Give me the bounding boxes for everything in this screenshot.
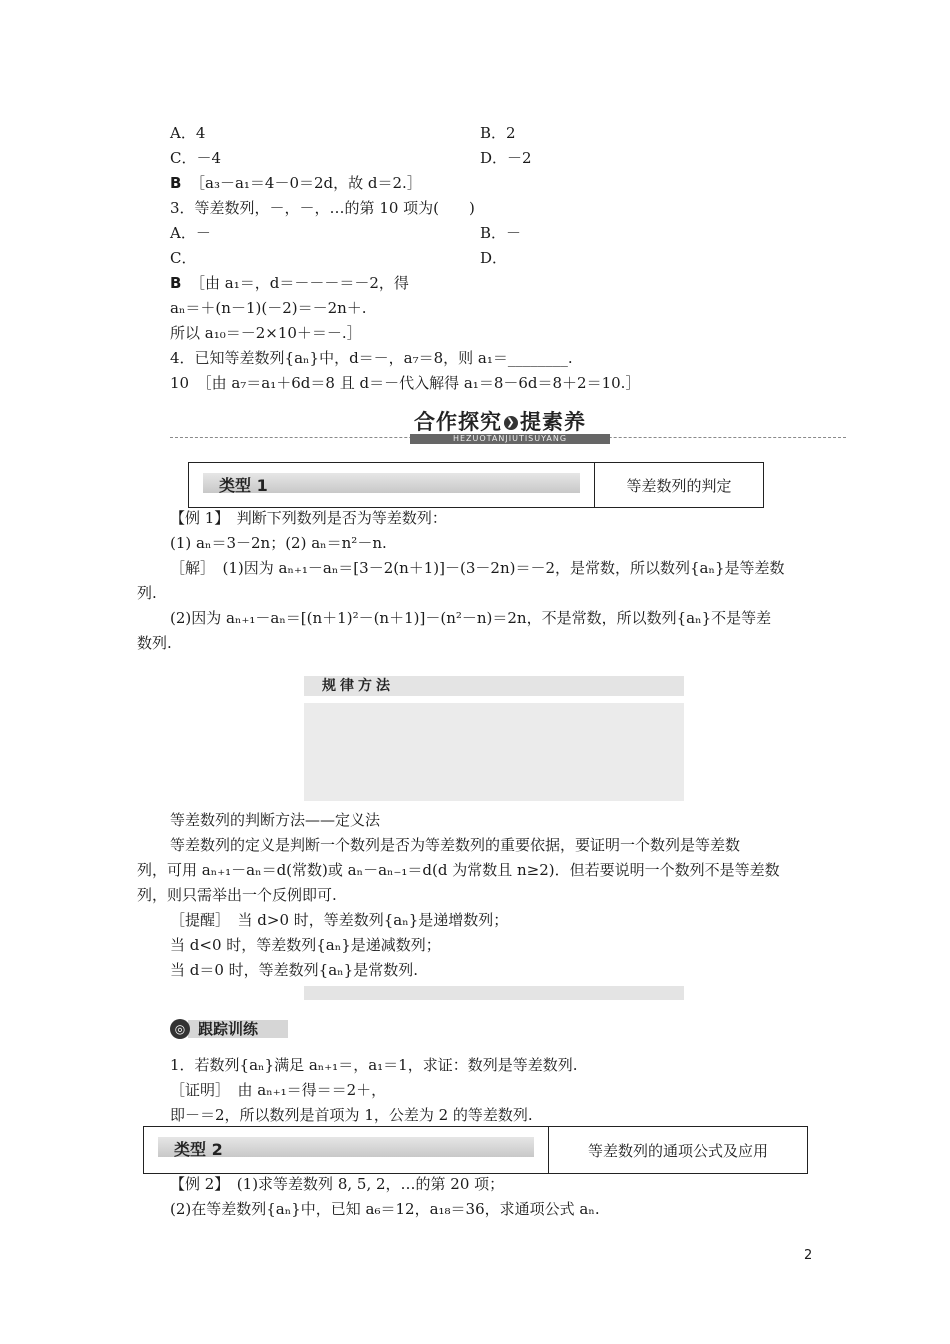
option-b: B．－ bbox=[480, 224, 522, 242]
method-line: 等差数列的判断方法——定义法 bbox=[170, 811, 381, 829]
tracking-title: 跟踪训练 bbox=[188, 1020, 288, 1038]
option-b: B．2 bbox=[480, 124, 516, 142]
example-2-item: (2)在等差数列{aₙ}中，已知 a₆＝12，a₁₈＝36，求通项公式 aₙ. bbox=[170, 1200, 600, 1218]
type-1-title: 等差数列的判定 bbox=[626, 476, 732, 495]
solution-line: (2)因为 aₙ₊₁－aₙ＝[(n＋1)²－(n＋1)]－(n²－n)＝2n，不是常数，所以数列{aₙ}不是等差 bbox=[170, 609, 772, 627]
question-3: 3．等差数列，－，－，…的第 10 项为( ) bbox=[170, 199, 475, 217]
option-a: A．－ bbox=[170, 224, 211, 242]
question-4: 4．已知等差数列{aₙ}中，d＝－，a₇＝8，则 a₁＝________. bbox=[170, 349, 573, 367]
practice-line: 即－＝2，所以数列是首项为 1，公差为 2 的等差数列. bbox=[170, 1106, 533, 1124]
type-2-tag: 类型 2 bbox=[174, 1140, 223, 1159]
answer-explanation: ［a₃－a₁＝4－0＝2d，故 d＝2.］ bbox=[190, 174, 422, 192]
option-d: D．－2 bbox=[480, 149, 532, 167]
option-a: A．4 bbox=[170, 124, 206, 142]
answer-letter: B bbox=[170, 174, 182, 192]
solution-line: 数列. bbox=[137, 634, 172, 652]
method-line: 等差数列的定义是判断一个数列是否为等差数列的重要依据，要证明一个数列是等差数 bbox=[170, 836, 741, 854]
reminder-line: 当 d<0 时，等差数列{aₙ}是递减数列； bbox=[170, 936, 441, 954]
method-line: 列，可用 aₙ₊₁－aₙ＝d(常数)或 aₙ－aₙ₋₁＝d(d 为常数且 n≥2)．但若要说明一个数列不是等差数 bbox=[137, 861, 780, 879]
example-1-items: (1) aₙ＝3－2n；(2) aₙ＝n²－n. bbox=[170, 534, 387, 552]
type-1-tag: 类型 1 bbox=[219, 476, 268, 495]
reminder-line: 当 d＝0 时，等差数列{aₙ}是常数列. bbox=[170, 961, 418, 979]
banner-title bbox=[414, 406, 586, 436]
solution-line: 列. bbox=[137, 584, 157, 602]
reminder-line: ［提醒］ 当 d>0 时，等差数列{aₙ}是递增数列； bbox=[170, 911, 509, 929]
answer-letter: B bbox=[170, 274, 182, 292]
type-1-box bbox=[188, 462, 764, 508]
arrow-icon: ❯ bbox=[504, 416, 518, 430]
example-1-heading: 【例 1】 判断下列数列是否为等差数列： bbox=[170, 509, 447, 527]
answer-explanation: ［由 a₁＝，d＝－－－＝－2，得 bbox=[190, 274, 409, 292]
section-banner bbox=[410, 404, 610, 450]
type-2-title: 等差数列的通项公式及应用 bbox=[587, 1141, 768, 1160]
banner-pinyin: HEZUOTANJIUTISUYANG bbox=[410, 434, 610, 444]
banner-title-right: 提素养 bbox=[520, 410, 586, 434]
answer-explanation: 所以 a₁₀＝－2×10＋＝－.］ bbox=[170, 324, 362, 342]
tracking-header bbox=[170, 1018, 288, 1040]
option-d: D． bbox=[480, 249, 508, 267]
option-c: C．－4 bbox=[170, 149, 222, 167]
type-1-label-cell bbox=[189, 463, 595, 507]
banner-title-left: 合作探究 bbox=[414, 410, 502, 434]
type-2-label-cell bbox=[144, 1127, 549, 1173]
method-line: 列，则只需举出一个反例即可. bbox=[137, 886, 337, 904]
example-2-heading: 【例 2】 (1)求等差数列 8, 5, 2，…的第 20 项； bbox=[170, 1175, 505, 1193]
practice-line: 1．若数列{aₙ}满足 aₙ₊₁＝，a₁＝1，求证：数列是等差数列. bbox=[170, 1056, 578, 1074]
method-title: 规律方法 bbox=[322, 678, 394, 694]
practice-line: ［证明］ 由 aₙ₊₁＝得＝＝2＋， bbox=[170, 1081, 387, 1099]
method-footer bbox=[304, 986, 684, 1000]
target-icon: ◎ bbox=[170, 1019, 190, 1039]
option-c: C． bbox=[170, 249, 197, 267]
page-number: 2 bbox=[804, 1248, 813, 1263]
method-box bbox=[304, 703, 684, 801]
answer-explanation: 10 ［由 a₇＝a₁＋6d＝8 且 d＝－代入解得 a₁＝8－6d＝8＋2＝10.］ bbox=[170, 374, 641, 392]
answer-explanation: aₙ＝＋(n－1)(－2)＝－2n＋. bbox=[170, 299, 367, 317]
type-2-box bbox=[143, 1126, 808, 1174]
solution-line: ［解］ (1)因为 aₙ₊₁－aₙ＝[3－2(n＋1)]－(3－2n)＝－2，是常数，所以数列{aₙ}是等差数 bbox=[170, 559, 785, 577]
method-header bbox=[304, 676, 684, 696]
